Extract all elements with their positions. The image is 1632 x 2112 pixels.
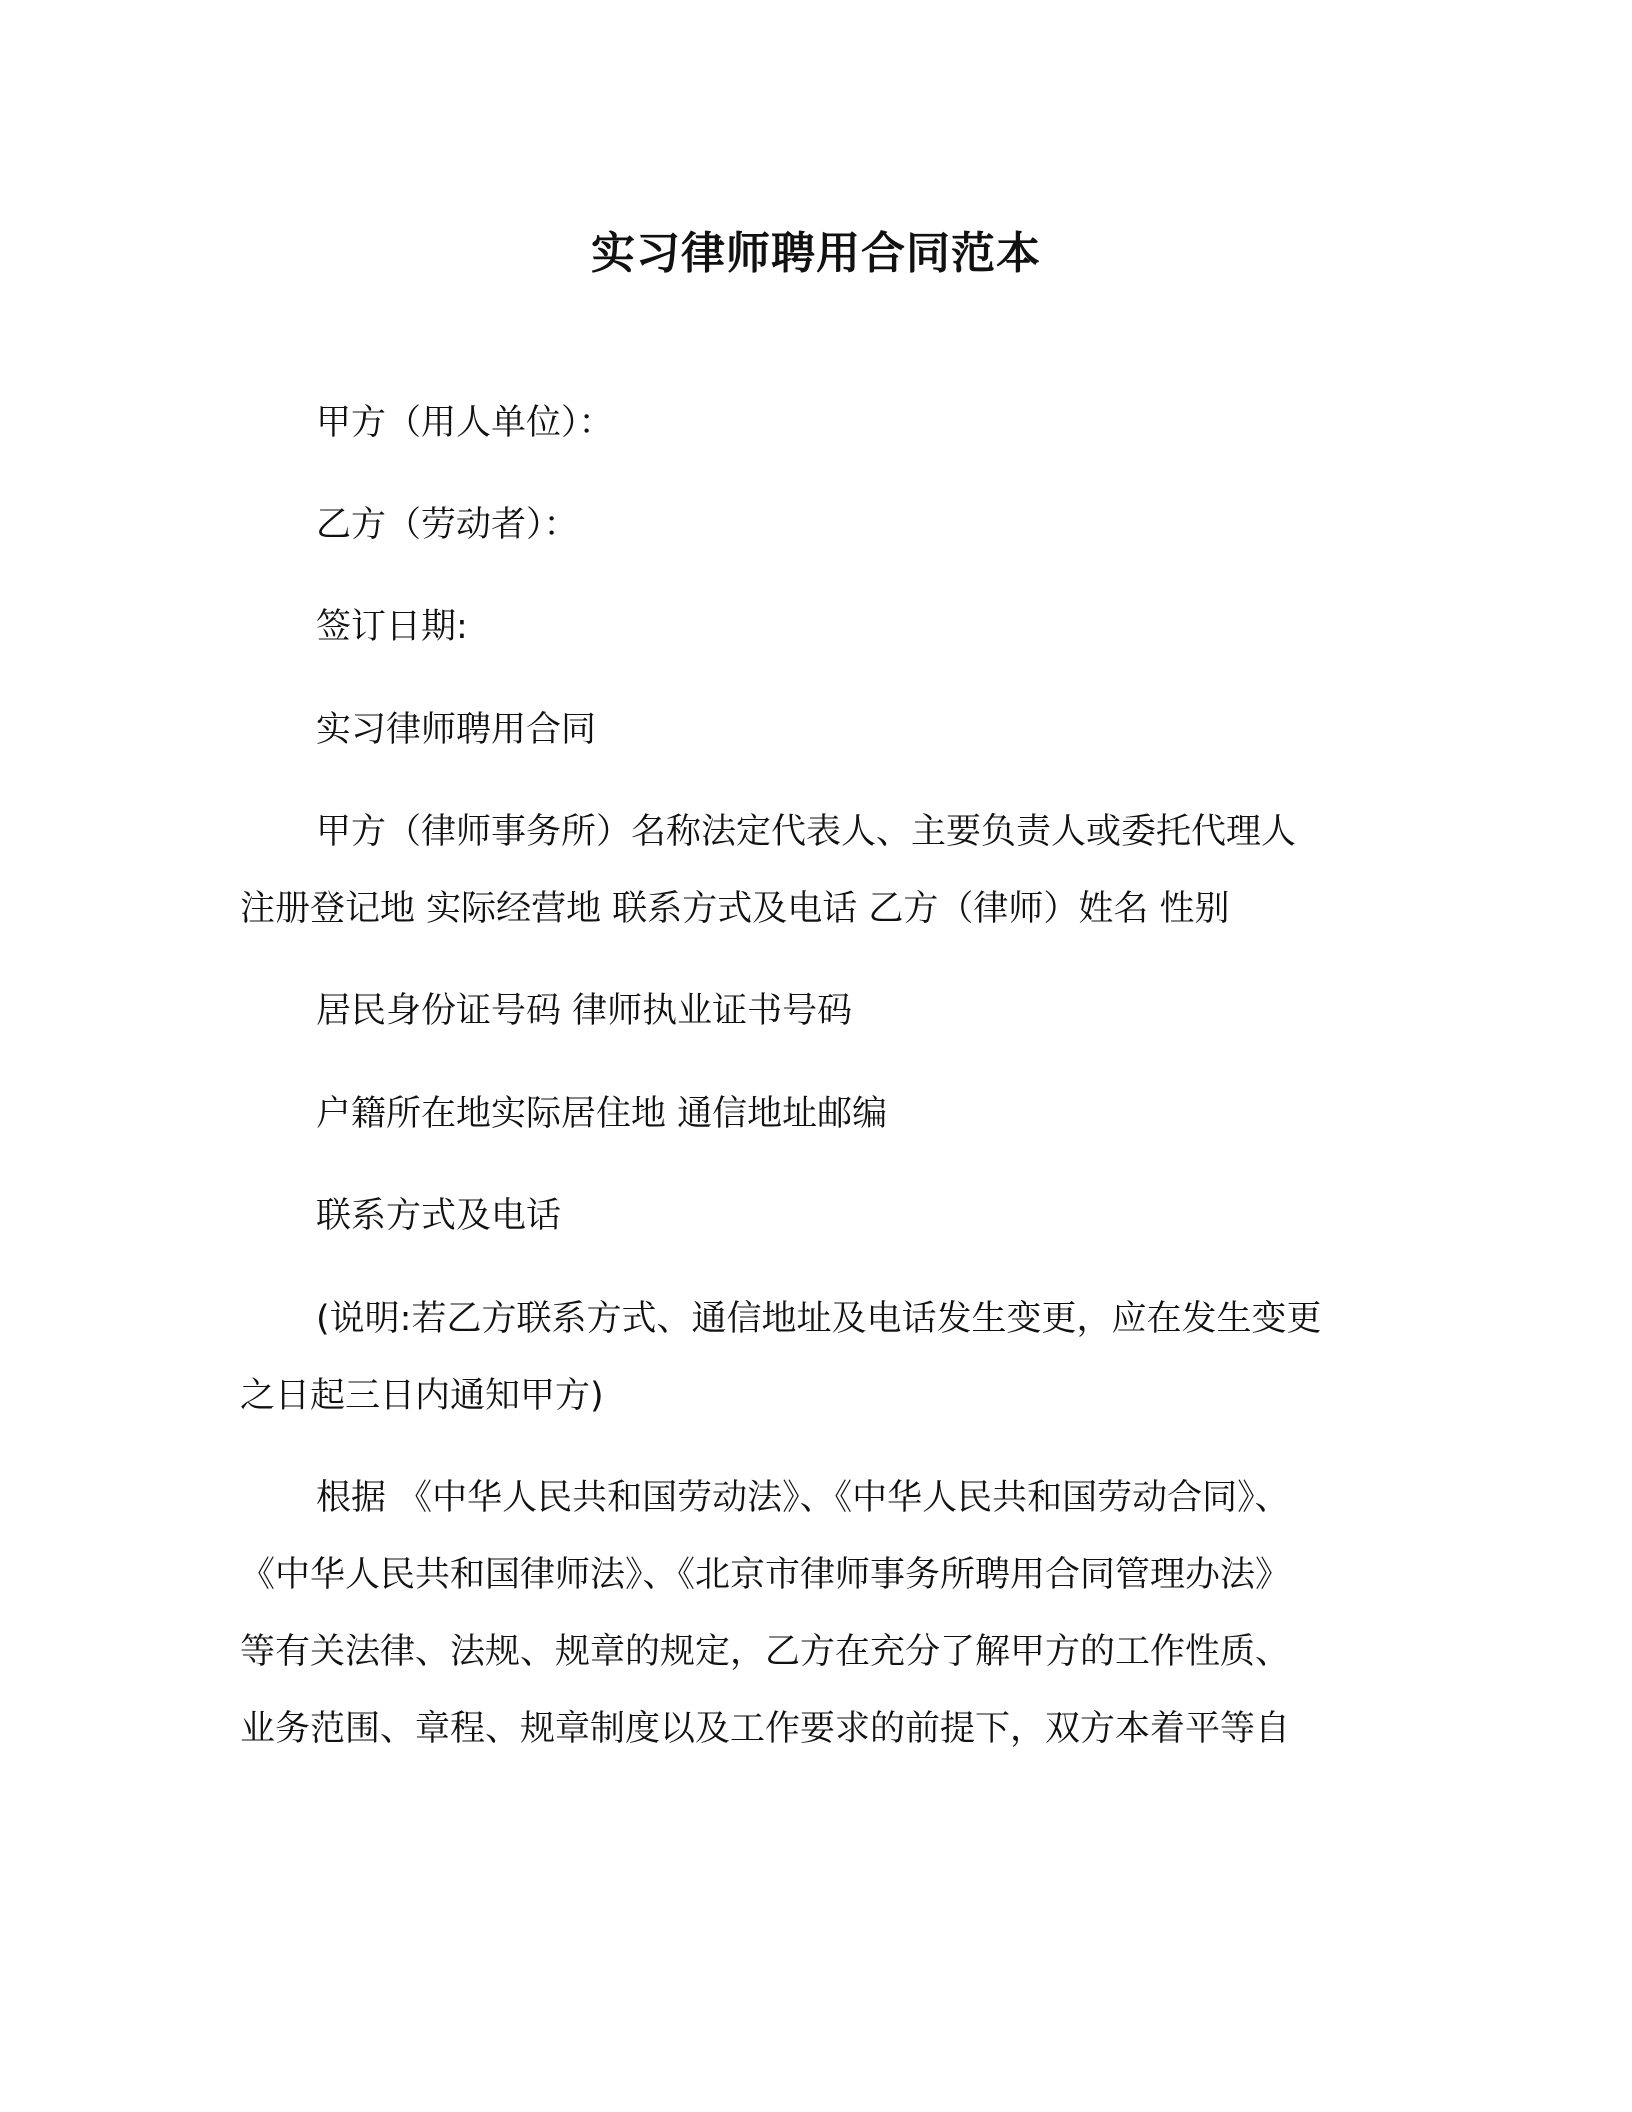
document-title: 实习律师聘用合同范本 (591, 228, 1041, 279)
party-a-details-line: 甲方（律师事务所）名称法定代表人、主要负责人或委托代理人 (316, 812, 1297, 852)
party-b-line: 乙方（劳动者）： (316, 505, 579, 545)
signing-date-line: 签订日期: (316, 607, 468, 647)
party-a-details-continuation: 注册登记地 实际经营地 联系方式及电话 乙方（律师）姓名 性别 (240, 889, 1230, 929)
note-continuation: 之日起三日内通知甲方) (240, 1376, 604, 1416)
legal-basis-line-2: 《中华人民共和国律师法》、《北京市律师事务所聘用合同管理办法》 (240, 1555, 1291, 1595)
legal-basis-line-1: 根据 《中华人民共和国劳动法》、《中华人民共和国劳动合同》、 (316, 1478, 1290, 1518)
legal-basis-line-4: 业务范围、章程、规章制度以及工作要求的前提下，双方本着平等自 (240, 1709, 1291, 1749)
contract-subtitle: 实习律师聘用合同 (316, 710, 597, 750)
note-line: (说明:若乙方联系方式、通信地址及电话发生变更，应在发生变更 (316, 1299, 1322, 1339)
residence-line: 户籍所在地实际居住地 通信地址邮编 (316, 1094, 888, 1134)
party-a-line: 甲方（用人单位）： (316, 403, 614, 443)
contact-line: 联系方式及电话 (316, 1196, 562, 1236)
legal-basis-line-3: 等有关法律、法规、规章的规定，乙方在充分了解甲方的工作性质、 (240, 1632, 1291, 1672)
id-number-line: 居民身份证号码 律师执业证书号码 (316, 991, 853, 1031)
